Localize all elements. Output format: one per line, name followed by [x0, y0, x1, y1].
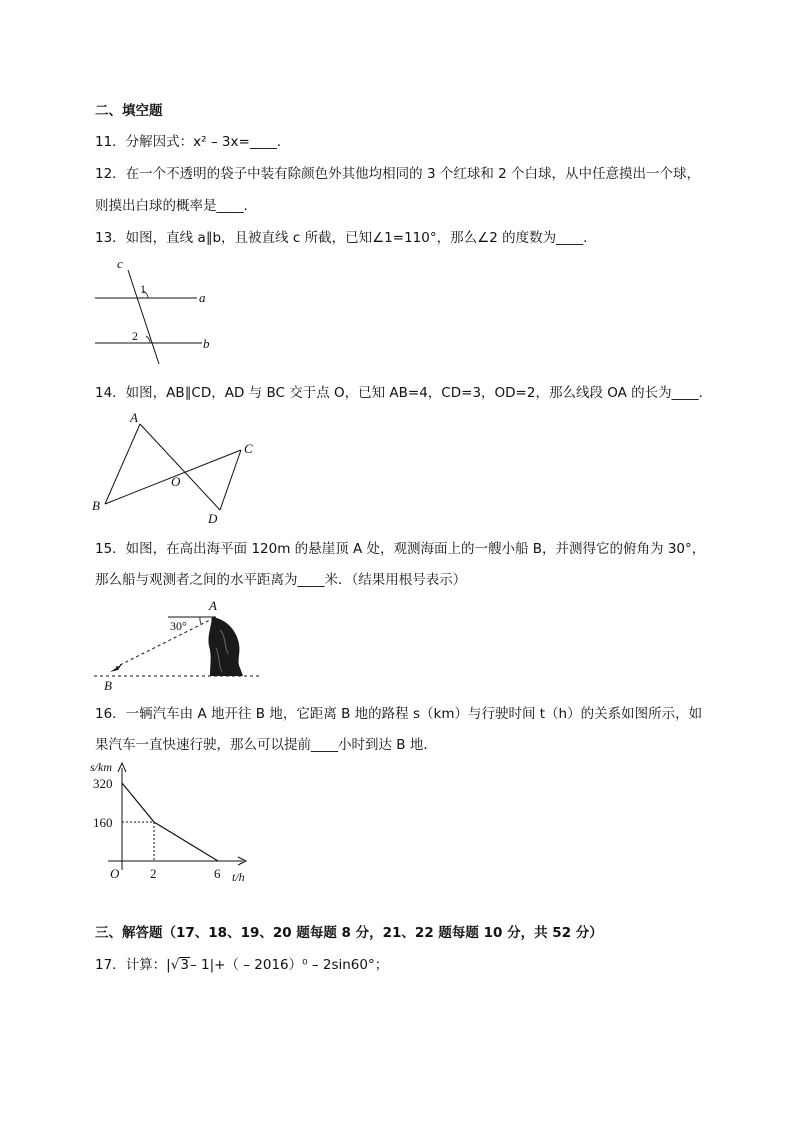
- label-angle-30: 30°: [170, 619, 187, 633]
- figure-parallel-lines: [90, 256, 220, 366]
- figure-cliff-angle: [88, 598, 268, 693]
- label-A: A: [130, 410, 138, 425]
- label-B: B: [92, 498, 100, 513]
- segment-ad: [140, 424, 220, 510]
- q17-rest: – 1|+（ – 2016）⁰ – 2sin60°；: [189, 957, 389, 973]
- question-11: 11．分解因式：x² – 3x=____.: [95, 134, 282, 150]
- line-of-sight: [116, 618, 214, 667]
- question-12-line-1: 12．在一个不透明的袋子中装有除颜色外其他均相同的 3 个红球和 2 个白球，从中任意摸出一个球，: [95, 166, 701, 182]
- section-title-solutions: 三、解答题（17、18、19、20 题每题 8 分，21、22 题每题 10 分，共 52 分）: [95, 925, 603, 941]
- label-b: b: [203, 336, 210, 351]
- x-axis-label: t/h: [232, 870, 245, 884]
- label-c: c: [117, 256, 123, 271]
- q17-prefix: 17．计算：|: [95, 957, 171, 973]
- y-tick-160: 160: [93, 815, 113, 830]
- section-title-fill-in: 二、填空题: [95, 103, 163, 119]
- question-14: 14．如图，AB∥CD，AD 与 BC 交于点 O，已知 AB=4，CD=3，OD=2，那么线段 OA 的长为____.: [95, 385, 703, 401]
- y-tick-320: 320: [93, 776, 113, 791]
- sqrt-symbol-icon: √: [170, 957, 180, 973]
- series-group: [122, 783, 218, 861]
- q17-radicand: 3: [180, 957, 189, 973]
- x-tick-2: 2: [150, 866, 157, 881]
- question-15-line-1: 15．如图，在高出海平面 120m 的悬崖顶 A 处，观测海面上的一艘小船 B，并测得它的俯角为 30°，: [95, 541, 706, 557]
- y-axis-label: s/km: [90, 760, 112, 774]
- question-13: 13．如图，直线 a∥b，且被直线 c 所截，已知∠1=110°，那么∠2 的度数为____.: [95, 230, 588, 246]
- label-angle-1: 1: [140, 282, 146, 296]
- angle-2-arc: [146, 336, 150, 343]
- series-line: [122, 783, 218, 861]
- figure-triangles: [90, 410, 265, 525]
- origin-label: O: [110, 866, 120, 881]
- distance-time-chart: [88, 760, 263, 885]
- label-B: B: [104, 678, 112, 693]
- segment-cd: [220, 450, 241, 510]
- question-16-line-1: 16．一辆汽车由 A 地开往 B 地，它距离 B 地的路程 s（km）与行驶时间 t（h）的关系如图所示，如: [95, 706, 703, 722]
- question-17: [95, 956, 388, 974]
- label-angle-2: 2: [132, 329, 138, 343]
- question-16-line-2: 果汽车一直快速行驶，那么可以提前____小时到达 B 地．: [95, 737, 437, 753]
- label-D: D: [208, 511, 218, 526]
- label-C: C: [244, 441, 253, 456]
- label-O: O: [171, 474, 181, 489]
- boat-arrow-icon: [110, 664, 122, 672]
- depression-angle-arc: [200, 617, 201, 624]
- label-a: a: [199, 290, 206, 305]
- x-tick-6: 6: [214, 866, 221, 881]
- question-12-line-2: 则摸出白球的概率是____.: [95, 198, 248, 214]
- question-15-line-2: 那么船与观测者之间的水平距离为____米．（结果用根号表示）: [95, 572, 467, 588]
- label-A: A: [209, 598, 217, 613]
